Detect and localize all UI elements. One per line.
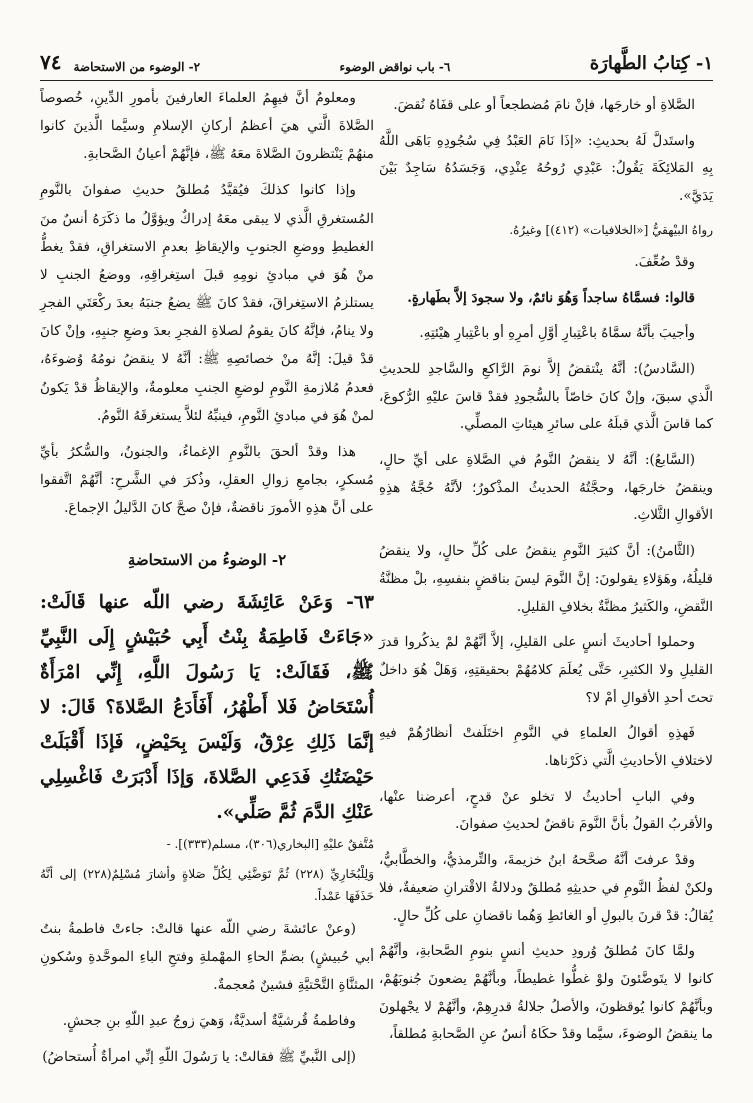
- paragraph: وحملوا أحاديثَ أنسٍ على القليلِ، إلاَّ أنَّهُمْ لمْ يذكُروا قدرَ القليلِ ولا الكثيرِ، حَتَّى يُعلَمَ كلامُهُمْ بحقيقتِهِ، وَهَلْ هُوَ داخلٌ تحتَ أحدِ الأقوالِ أمْ لا؟: [379, 634, 713, 706]
- header-rule: [40, 80, 713, 81]
- hadith-note: وَلِلْبُخَارِيِّ (٢٢٨) ثُمَّ تَوَضَّئِي لِكُلِّ صَلاةٍ وأشارَ مُسْلِمٌ(٢٢٨) إلى أنَّهُ حَذَفَهَا عَمْداً.: [40, 866, 374, 903]
- left-column: [40, 84, 374, 1079]
- section-header: ٦- باب نواقض الوضوء: [339, 60, 451, 74]
- paragraph: وفي البابِ أحاديثُ لا تخلو عنْ قدحٍ، أعرضنا عنْها، والأقربُ القولُ بأنَّ النَّومَ ناقضٌ لحديثِ صفوانَ.: [379, 788, 713, 833]
- paragraph: ومعلومٌ أنَّ فيهِمُ العلماءَ العارفينَ بأمورِ الدِّينِ، خُصوصاً الصَّلاةَ الَّتي هيَ أعظمُ أركانِ الإسلامِ وسيَّما الَّذينَ كانوا منهُمْ يَنْتظرونَ الصَّلاةَ معَهُ ﷺ، فإنَّهُمْ أعيانُ الصَّحابةِ.: [40, 90, 374, 163]
- paragraph: ولمَّا كانَ مُطلقُ وُرودِ حديثِ أنسٍ بنومِ الصَّحابةِ، وأنَّهُمْ كانوا لا يتَوضَّئونَ ولوْ غطُّوا غطيطاً، وبأنَّهُمْ يضعونَ جُنوبَهُمْ، وبأنَّهُمْ كانوا يُوقظونَ، والأصلُ جلالةُ قدرِهِمْ، وأنَّهُمْ لا يجْهلونَ ما ينقضُ الوضوءَ، سيَّما وقدْ حكَاهُ أنسٌ عنِ الصَّحابةِ مُطلقاً،: [379, 943, 713, 1043]
- paragraph: (السَّابعُ): أنَّهُ لا ينقضُ النَّومُ في الصَّلاةِ على أيِّ حالٍ، وينقضُ خارجَها، وحجَّتُهُ الحديثُ المذْكورُ؛ لأنَّهُ حُجَّةُ هذِهِ الأقوالِ الثَّلاثِ.: [379, 452, 713, 524]
- right-column: [379, 92, 713, 1057]
- paragraph: وفاطمةُ قُرشيَّةٌ أسديَّةٌ، وَهيَ زوجُ عبدِ اللّهِ بنِ جحشٍ.: [62, 1013, 356, 1030]
- paragraph: وقدْ ضُعِّفَ.: [634, 253, 695, 270]
- hadith-text: ٦٣- وَعَنْ عَائِشَةَ رضي اللّه عنها قَالَتْ: «جَاءَتْ فَاطِمَةُ بِنْتُ أَبِي حُبَيْشٍ إِلَى النَّبِيِّ ﷺ، فَقَالَتْ: يَا رَسُولَ اللَّهِ، إِنِّي امْرَأَةٌ أُسْتَحَاضُ فَلا أَطْهُرُ، أَفَأَدَعُ الصَّلاةَ؟ قَالَ: لا إنَّمَا ذَلِكِ عِرْقٌ، وَلَيْسَ بِحَيْضٍ، فَإذَا أَقْبَلَتْ حَيْضَتُكِ فَدَعِي الصَّلاةَ، وَإذَا أَدْبَرَتْ فَاغْسِلِي عَنْكِ الدَّمَ ثُمَّ صَلِّي».: [40, 590, 374, 824]
- paragraph: الصَّلاةِ أو خارجَها، فإنْ نامَ مُضطجعاً أو على قفَاهُ نُقضَ.: [393, 97, 695, 113]
- section-title: ٢- الوضوءُ من الاستحاضةِ: [127, 551, 287, 570]
- paragraph: هذا وقدْ ألحقَ بالنَّومِ الإغماءُ، والجنونُ، والسُّكرُ بأيِّ مُسكرٍ، بجامعِ زوالِ العقلِ، وذُكرَ في الشَّرحِ: أنَّهُمْ اتَّفقوا على أنَّ هذِهِ الأمورَ ناقضةٌ، فإنْ صحَّ كانَ الدَّليلُ الإجماعَ.: [40, 443, 374, 517]
- paragraph: وقدْ عرفتَ أنَّهُ صحَّحهُ ابنُ خزيمةَ، والتِّرمذيُّ، والخطَّابيُّ، ولكنْ لفظُ النَّومِ في حديثِهِ مُطلقٌ ودلالةُ الاقْترانِ ضعيفةٌ، فلا يُقالُ: قدْ قرنَ بالبولِ أو الغائطِ وَهُما ناقضانِ على كُلِّ حالٍ.: [379, 852, 713, 924]
- hadith-citation: مُتَّفقٌ عليْهِ [البخاري(٣٠٦)، مسلم(٣٣٣)]. -: [166, 836, 374, 851]
- paragraph: وإذا كانوا كذلكَ فيُقيَّدُ مُطلقُ حديثِ صفوانَ بالنَّومِ المُستغرقِ الَّذي لا يبقى معَهُ إدراكٌ ويؤوَّلُ ما ذكَرَهُ أنسٌ منَ الغطيطِ ووضعِ الجنوبِ والإيقاظِ بعدمِ الاستغراقِ، فقدْ يغطُّ منْ هُوَ في مبادئِ نومِهِ قبلَ استِغراقِهِ، ووضعُ الجنبِ لا يستلزمُ الاستِغراقَ، فقدْ كانَ ﷺ يضعُ جنبَهُ بعدَ ركْعَتَي الفجرِ ولا ينامُ، فإنَّهُ كانَ يقومُ لصلاةِ الفجرِ بعدَ وضعِ جنبِهِ، وإنْ كانَ قدْ قيلَ: إنَّهُ منْ خصائصِهِ ﷺ: أنَّهُ لا ينقضُ نومُهُ وُضوءَهُ، فعدمُ مُلازمةِ النَّومِ لوضعِ الجنبِ معلومةٌ، والإيقاظُ قدْ يَكونُ لمنْ هُوَ في مبادئِ النَّومِ، فينبِّهُ لئلاَّ يستغرقَهُ النَّومُ.: [40, 182, 374, 424]
- paragraph: قالوا: فسمَّاهُ ساجداً وَهُوَ نائمٌ، ولا سجودَ إلاَّ بطَهارةٍ.: [407, 289, 695, 306]
- paragraph: (إلى النَّبيِّ ﷺ فقالتْ: يا رَسُولَ اللّهِ إنِّي امرأةٌ أُستحاضُ): [42, 1049, 356, 1066]
- paragraph: رواهُ البيْهقيُّ [«الخلافيات» (٤١٢)] وغيرُهُ.: [509, 222, 713, 237]
- page-number: ٧٤: [40, 50, 62, 74]
- subsection-header: ٢- الوضوء من الاستحاضة: [73, 60, 201, 74]
- paragraph: (السَّادسُ): أنَّهُ ينْتقضُ إلاَّ نومَ الرَّاكعِ والسَّاجدِ للحديثِ الَّذي سبقَ، وإنْ كانَ خاصّاً بالسُّجودِ فقدْ قاسَ عليْهِ الرُّكوعَ، كما قاسَ الَّذي قبلَهُ على سائرِ هيئاتِ المصلِّي.: [379, 360, 713, 433]
- paragraph: (وعنْ عائشةَ رضي اللّه عنها قالتْ: جاءتْ فاطمةُ بنتُ أبي حُبيشٍ) بضمِّ الحاءِ المهْملةِ وفتحِ الباءِ الموحَّدةِ وسُكونِ المثنَّاةِ التَّحْتيَّةِ فشينٌ مُعجمةٌ.: [40, 920, 374, 993]
- paragraph: واستَدلَّ لَهُ بحديثِ: «إذَا نَامَ العَبْدُ فِي سُجُودِهِ بَاهَى اللَّهُ بِهِ المَلائِكَةَ يَقُولُ: عَبْدِي رُوحُهُ عِنْدِي، وَجَسَدُهُ سَاجِدٌ بَيْنَ يَدَيَّ».: [379, 132, 713, 205]
- chapter-title: ١- كِتابُ الطَّهارَة: [589, 53, 713, 74]
- paragraph: وأجيبَ بأنَّهُ سمَّاهُ باعْتِبارِ أوَّلِ أمرِهِ أو باعْتِبارِ هيْئتِهِ.: [419, 325, 695, 342]
- page-header: [40, 44, 713, 74]
- paragraph: (الثَّامنُ): أنَّ كثيرَ النَّومِ ينقضُ على كُلِّ حالٍ، ولا ينقضُ قليلُهُ، وهَؤلاءِ يقولونَ: إنَّ النَّومَ ليسَ بناقضٍ بنفسِهِ، بلْ مظنَّةُ النَّقضِ، والكَثيرُ مظنَّةٌ بخلافِ القليلِ.: [379, 543, 713, 615]
- paragraph: فَهذِهِ أقوالُ العلماءِ في النَّومِ اختَلَفتْ أنظارُهُمْ فيهِ لاختلافِ الأحاديثِ الَّتي ذكَرْناها.: [379, 725, 713, 770]
